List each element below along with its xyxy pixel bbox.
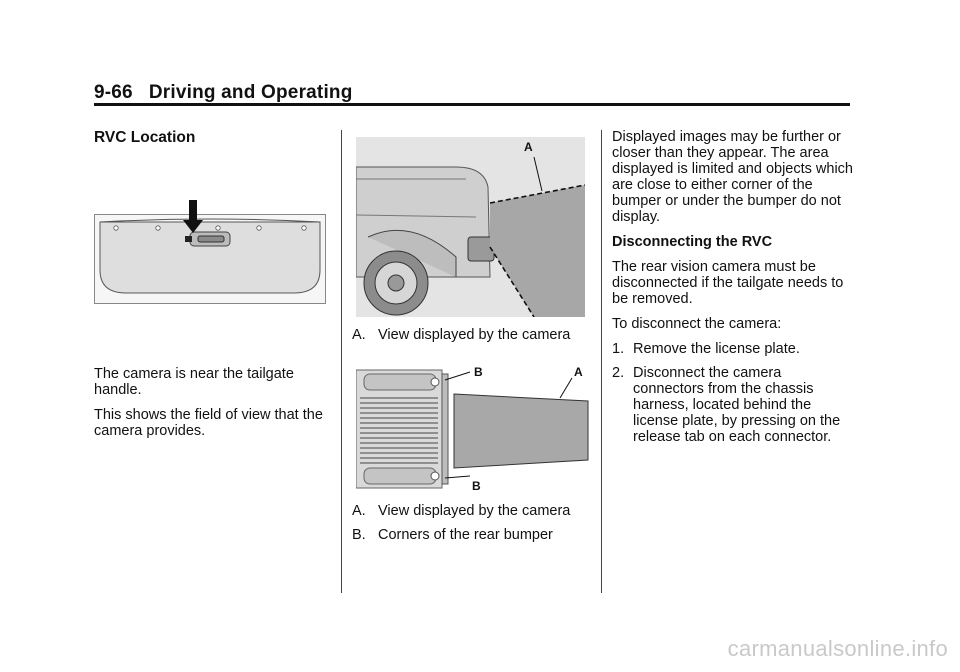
- column-1-body: [94, 366, 329, 448]
- callout-b-bottom: B: [472, 479, 481, 492]
- paragraph-disconnect-tailgate: The rear vision camera must be disconnected if the tailgate needs to be removed.: [612, 259, 844, 307]
- callout-a-bottom: A: [574, 365, 583, 379]
- caption-text-a: View displayed by the camera: [378, 503, 571, 519]
- column-divider-left: [341, 130, 342, 593]
- watermark: carmanualsonline.info: [727, 636, 948, 661]
- caption-text: View displayed by the camera: [378, 327, 571, 343]
- caption-letter-a: A.: [352, 503, 366, 519]
- subheading-disconnecting-rvc: Disconnecting the RVC: [612, 234, 773, 250]
- caption-letter: A.: [352, 327, 366, 343]
- column-divider-right: [601, 130, 602, 593]
- callout-b-top: B: [474, 365, 483, 379]
- disconnect-steps: [612, 341, 856, 445]
- caption-text-b: Corners of the rear bumper: [378, 527, 553, 543]
- rear-view-top-illustration: [356, 364, 590, 492]
- paragraph-display-limits: Displayed images may be further or closer than they appear. The area displayed is limited and objects which are close to either corner of the bumper or under the bumper do not display.: [612, 129, 853, 225]
- caption-letter-b: B.: [352, 527, 366, 543]
- caption-top: [352, 327, 592, 343]
- list-item: 1. Remove the license plate.: [612, 341, 800, 357]
- header-rule: [94, 103, 850, 106]
- tailgate-illustration: [94, 198, 326, 304]
- section-title: Driving and Operating: [148, 82, 353, 103]
- list-item: 2. Disconnect the camera connectors from the chassis harness, located behind the license plate, by pressing on the release tab on each connector.: [612, 365, 841, 445]
- page-header: [94, 82, 353, 104]
- paragraph-camera-location: The camera is near the tailgate handle.: [94, 366, 294, 398]
- caption-bottom: [352, 503, 592, 543]
- page-number: 9-66: [94, 82, 133, 103]
- column-1: [94, 130, 329, 146]
- column-3: [612, 129, 856, 453]
- paragraph-field-of-view: This shows the field of view that the camera provides.: [94, 407, 323, 439]
- callout-a-top: A: [524, 140, 533, 154]
- rear-view-side-illustration: [356, 137, 585, 317]
- paragraph-to-disconnect: To disconnect the camera:: [612, 316, 782, 332]
- section-heading-rvc-location: RVC Location: [94, 129, 196, 146]
